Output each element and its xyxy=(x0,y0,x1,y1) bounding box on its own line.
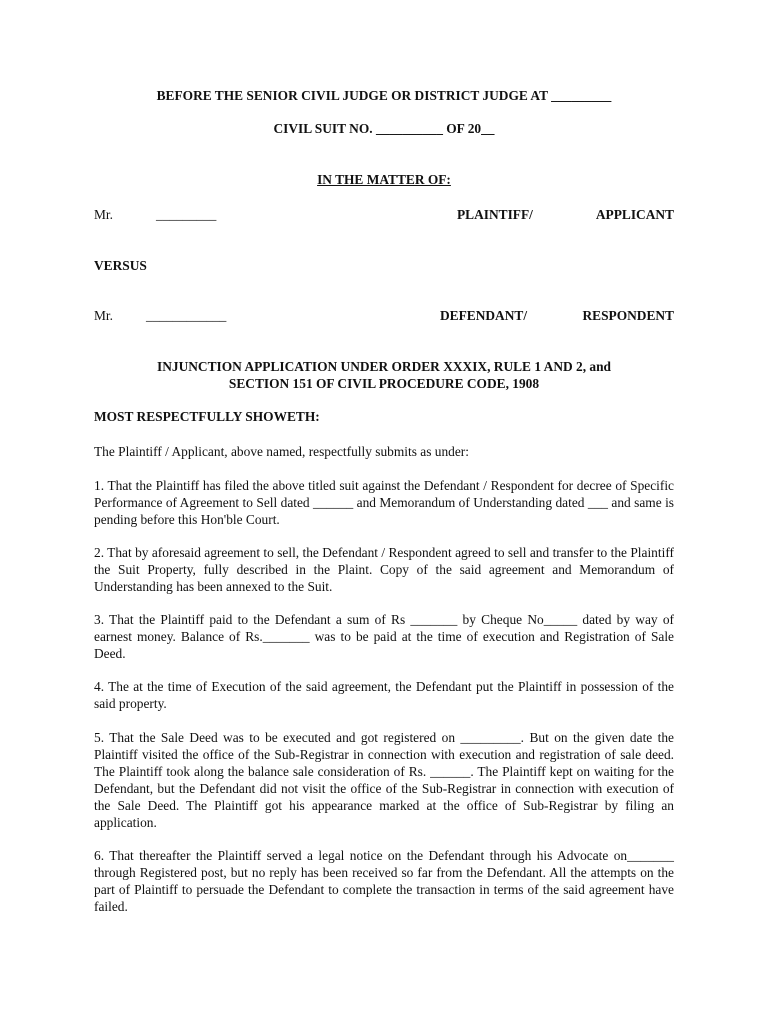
plaintiff-role-label: PLAINTIFF/ xyxy=(457,207,533,222)
versus-label: VERSUS xyxy=(94,258,147,273)
plaintiff-prefix: Mr. xyxy=(94,207,113,222)
defendant-prefix: Mr. xyxy=(94,308,113,323)
paragraph-4: 4. The at the time of Execution of the said agreement, the Defendant put the Plaintiff in possession of the said property. xyxy=(94,679,674,711)
defendant-role-label: DEFENDANT/ xyxy=(440,308,528,323)
court-heading: BEFORE THE SENIOR CIVIL JUDGE OR DISTRICT JUDGE AT _________ xyxy=(156,88,612,103)
suit-number: CIVIL SUIT NO. __________ OF 20__ xyxy=(273,121,495,136)
defendant-name-blank: ____________ xyxy=(146,308,227,323)
application-title-line-1: INJUNCTION APPLICATION UNDER ORDER XXXIX, RULE 1 AND 2, and xyxy=(157,359,611,374)
plaintiff-name-blank: _________ xyxy=(156,207,217,222)
showeth-heading: MOST RESPECTFULLY SHOWETH: xyxy=(94,409,320,424)
application-title-line-2: SECTION 151 OF CIVIL PROCEDURE CODE, 1908 xyxy=(228,376,540,391)
intro-text: The Plaintiff / Applicant, above named, respectfully submits as under: xyxy=(94,444,469,459)
paragraph-5: 5. That the Sale Deed was to be executed and got registered on _________. But on the given date the Plaintiff visited the office of the Sub-Registrar in connection with execution and registration of sale deed. The Plaintiff took along the balance sale consideration of Rs. ______. The Plaintiff kept on waiting for the Defendant, but the Defendant did not visit the office of the Sub-Registrar in connection with execution of the Sale Deed. The Plaintiff got his appearance marked at the office of Sub-Registrar by filing an application. xyxy=(94,730,674,830)
paragraph-6: 6. That thereafter the Plaintiff served a legal notice on the Defendant through his Advocate on_______ through Registered post, but no reply has been received so far from the Defendant. All the attempts on the part of Plaintiff to persuade the Defendant to complete the transaction in terms of the said agreement have failed. xyxy=(94,848,674,914)
paragraph-1: 1. That the Plaintiff has filed the above titled suit against the Defendant / Respondent for decree of Specific Performance of Agreement to Sell dated ______ and Memorandum of Understanding dated ___ and same is pending before this Hon'ble Court. xyxy=(94,478,674,527)
paragraph-2: 2. That by aforesaid agreement to sell, the Defendant / Respondent agreed to sell and transfer to the Plaintiff the Suit Property, fully described in the Plaint. Copy of the said agreement and Memorandum of Understanding has been annexed to the Suit. xyxy=(94,545,674,594)
plaintiff-row xyxy=(94,207,674,225)
respondent-role-label: RESPONDENT xyxy=(582,308,674,323)
matter-heading: IN THE MATTER OF: xyxy=(317,172,451,187)
paragraph-3: 3. That the Plaintiff paid to the Defendant a sum of Rs _______ by Cheque No_____ dated by way of earnest money. Balance of Rs._______ was to be paid at the time of execution and Registration of Sale Deed. xyxy=(94,612,674,661)
defendant-row xyxy=(94,308,674,326)
applicant-role-label: APPLICANT xyxy=(595,207,674,222)
